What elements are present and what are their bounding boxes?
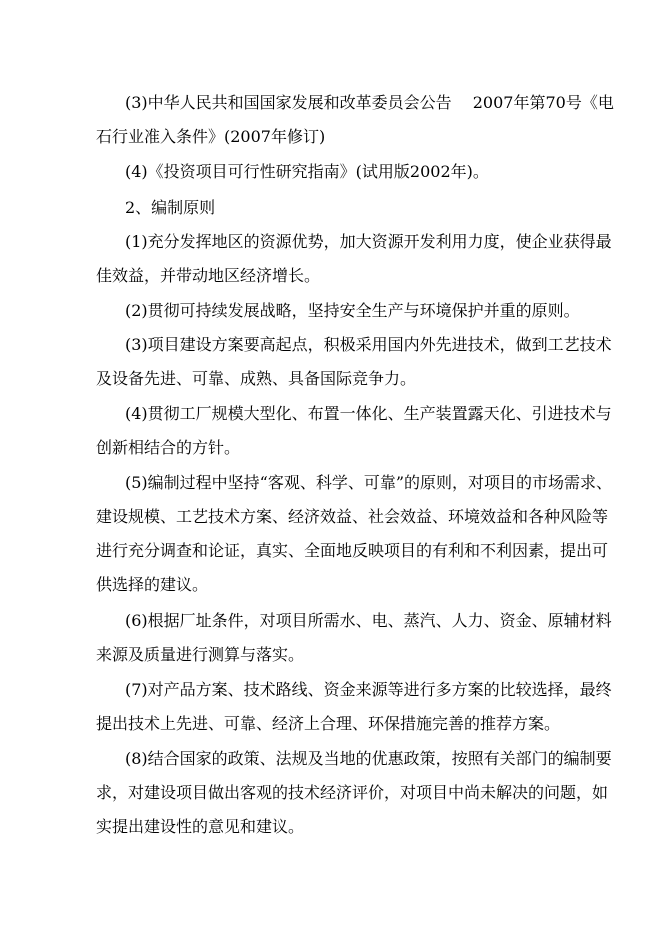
paragraph-line: 实提出建设性的意见和建议。 bbox=[96, 817, 305, 836]
paragraph-line: (4)《投资项目可行性研究指南》(试用版2002年)。 bbox=[125, 162, 489, 181]
paragraph-line: 建设规模、工艺技术方案、经济效益、社会效益、环境效益和各种风险等 bbox=[96, 507, 609, 526]
paragraph-line: (5)编制过程中坚持“客观、科学、可靠”的原则，对项目的市场需求、 bbox=[125, 473, 613, 492]
paragraph-line: 创新相结合的方针。 bbox=[96, 438, 241, 457]
paragraph-line: 求，对建设项目做出客观的技术经济评价，对项目中尚未解决的问题，如 bbox=[96, 783, 609, 802]
paragraph-line: 及设备先进、可靠、成熟、具备国际竞争力。 bbox=[96, 369, 417, 388]
paragraph-line: 进行充分调查和论证，真实、全面地反映项目的有利和不利因素，提出可 bbox=[96, 541, 609, 560]
paragraph-line: 来源及质量进行测算与落实。 bbox=[96, 645, 305, 664]
paragraph-line: (7)对产品方案、技术路线、资金来源等进行多方案的比较选择，最终 bbox=[125, 680, 612, 699]
paragraph-line: 供选择的建议。 bbox=[96, 575, 209, 594]
paragraph-line: (6)根据厂址条件，对项目所需水、电、蒸汽、人力、资金、原辅材料 bbox=[125, 611, 612, 630]
paragraph-line: (4)贯彻工厂规模大型化、布置一体化、生产装置露天化、引进技术与 bbox=[125, 404, 612, 423]
paragraph-line: (3)项目建设方案要高起点，积极采用国内外先进技术，做到工艺技术 bbox=[125, 335, 612, 354]
paragraph-line: (8)结合国家的政策、法规及当地的优惠政策，按照有关部门的编制要 bbox=[125, 749, 612, 768]
paragraph-line: (2)贯彻可持续发展战略，坚持安全生产与环境保护并重的原则。 bbox=[125, 301, 580, 320]
paragraph-line: 佳效益，并带动地区经济增长。 bbox=[96, 266, 321, 285]
paragraph-line: 石行业准入条件》(2007年修订) bbox=[96, 127, 326, 146]
paragraph-line: (1)充分发挥地区的资源优势，加大资源开发利用力度，使企业获得最 bbox=[125, 232, 612, 251]
paragraph-line: (3)中华人民共和国国家发展和改革委员会公告 2007年第70号《电 bbox=[125, 93, 614, 112]
paragraph-line: 提出技术上先进、可靠、经济上合理、环保措施完善的推荐方案。 bbox=[96, 714, 561, 733]
section-heading: 2、编制原则 bbox=[125, 198, 216, 217]
